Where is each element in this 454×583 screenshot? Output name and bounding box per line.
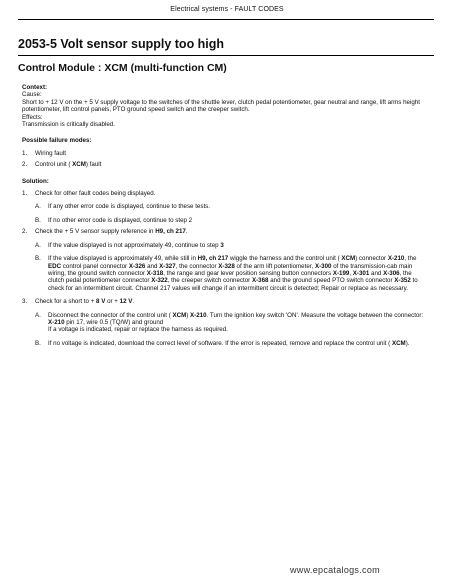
substep-letter: B. — [35, 216, 41, 224]
substep-bold: X-326 — [128, 262, 146, 270]
fault-code-title: 2053-5 Volt sensor supply too high — [18, 37, 225, 51]
solution-step-3b — [22, 340, 426, 347]
measurement-line — [48, 319, 426, 326]
failure-mode-item — [22, 150, 426, 157]
control-module-subtitle: Control Module : XCM (multi-function CM) — [18, 62, 227, 74]
substep-bold: H9, ch 217 — [197, 255, 229, 263]
repair-instruction: If a voltage is indicated, repair or replace the harness as required. — [48, 326, 228, 334]
context-heading: Context: — [22, 84, 48, 91]
substep-bold: X-318 — [146, 269, 164, 277]
effects-label: Effects: — [22, 113, 43, 121]
substep-text: ) connector — [355, 255, 388, 263]
item-number: 2. — [22, 161, 28, 169]
cause-text: Short to + 12 V on the + 5 V supply voltage to the switches of the shuttle lever, clutch pedal potentiometer, gear neutral and range, lift arms height potentiometer, lift control panels, PTO ground speed switch and the creeper switch. — [22, 98, 420, 114]
substep-bold: X-327 — [159, 262, 176, 270]
step-text-pre: Check for a short to + — [35, 298, 97, 306]
substep-text: If no other error code is displayed, continue to step 2 — [48, 216, 193, 224]
solution-step-3a — [22, 312, 426, 334]
substep-text: to check for an intermittent circuit. Channel 217 values will change if an intermittent circuit is detected; Repair or replace as necessary. — [48, 277, 418, 292]
item-text-pre: Control unit ( — [35, 161, 73, 169]
solution-step-2a — [22, 242, 426, 249]
step-text-post: . — [132, 298, 135, 306]
substep-letter: A. — [35, 241, 41, 249]
substep-text: and the ground speed PTO switch connector — [268, 277, 395, 285]
substep-text: , the connector — [175, 262, 219, 270]
substep-text: , the clutch pedal potentiometer connector — [48, 269, 412, 285]
step-text-mid: or + — [105, 298, 120, 306]
solution-step-2b — [22, 255, 426, 292]
substep-letter: A. — [35, 311, 41, 319]
substep-bold: X-328 — [218, 262, 235, 270]
solution-step-2 — [22, 228, 426, 235]
step-text-bold: H9, ch 217 — [155, 228, 186, 236]
substep-text: wiggle the harness and the control unit ( — [228, 255, 342, 263]
item-text: Wiring fault — [35, 149, 66, 157]
step-text-bold: 8 V — [96, 298, 106, 306]
substep-bold: X-352 — [394, 277, 411, 285]
item-text-post: ) fault — [85, 161, 102, 169]
step-text-bold: 12 V — [119, 298, 133, 306]
solution-step-1b — [22, 217, 426, 224]
solution-step-1 — [22, 190, 426, 197]
substep-bold: EDC — [48, 262, 62, 270]
step-text-post: . — [185, 228, 188, 236]
substep-bold: X-368 — [251, 277, 269, 285]
effects-text: Transmission is critically disabled. — [22, 121, 115, 129]
substep-text: and — [369, 269, 384, 277]
substep-text: ) — [186, 311, 191, 319]
substep-text: of the transmission-cab main wiring, the ground switch connector — [48, 262, 413, 277]
substep-bold: X-300 — [314, 262, 332, 270]
substep-bold: XCM — [172, 311, 187, 319]
substep-bold: X-306 — [383, 269, 400, 277]
step-text-pre: Check the + 5 V sensor supply reference in — [35, 228, 156, 236]
page-header: Electrical systems - FAULT CODES — [170, 6, 284, 13]
substep-bold: XCM — [391, 339, 406, 347]
substep-text: , — [349, 269, 353, 277]
item-number: 1. — [22, 149, 28, 157]
substep-bold: X-210 — [190, 311, 207, 319]
substep-text: If no voltage is indicated, download the correct level of software. If the error is repeated, remove and replace the control unit ( — [48, 339, 392, 347]
failure-modes-heading: Possible failure modes: — [22, 137, 92, 145]
solution-heading: Solution: — [22, 177, 49, 185]
item-text-bold: XCM — [72, 161, 86, 169]
substep-text: Disconnect the connector of the control unit ( — [48, 311, 173, 319]
step-number: 1. — [22, 190, 28, 198]
document-body — [22, 84, 426, 347]
header-divider — [18, 19, 434, 20]
step-number: 2. — [22, 228, 28, 236]
watermark-text: www.epcatalogs.com — [290, 565, 380, 575]
substep-bold: X-210 — [387, 255, 405, 263]
substep-text: , the range and gear lever position sensing button connectors — [163, 269, 333, 277]
substep-text: , the creeper switch connector — [167, 277, 252, 285]
step-number: 3. — [22, 298, 28, 306]
substep-text: ). — [405, 339, 410, 347]
substep-bold: X-301 — [352, 269, 370, 277]
substep-text-pre: If the value displayed is not approximately 49, continue to step — [48, 241, 221, 249]
connector-id: X-210 — [48, 318, 65, 326]
substep-text: and — [145, 262, 160, 270]
step-text: Check for other fault codes being displayed. — [35, 190, 156, 198]
substep-letter: B. — [35, 339, 41, 347]
solution-step-3 — [22, 298, 426, 305]
substep-letter: A. — [35, 203, 41, 211]
title-divider — [18, 55, 434, 56]
substep-text-bold: 3 — [220, 241, 224, 249]
measurement-text: pin 17, wire 0.5 (TQ/W) and ground — [64, 318, 164, 326]
substep-text: . Turn the ignition key switch 'ON'. Measure the voltage between the connector: — [206, 311, 424, 319]
substep-text: , the — [404, 255, 417, 263]
substep-text: control panel connector — [61, 262, 129, 270]
solution-step-1a — [22, 203, 426, 210]
substep-text: of the arm lift potentiometer, — [234, 262, 315, 270]
cause-label: Cause: — [22, 91, 42, 99]
substep-text: If any other error code is displayed, continue to these tests. — [48, 203, 210, 211]
substep-bold: XCM — [341, 255, 356, 263]
substep-bold: X-322 — [151, 277, 168, 285]
substep-bold: X-199 — [332, 269, 350, 277]
substep-text: If the value displayed is approximately 49, while still in — [48, 255, 198, 263]
substep-letter: B. — [35, 255, 41, 263]
failure-mode-item — [22, 161, 426, 168]
